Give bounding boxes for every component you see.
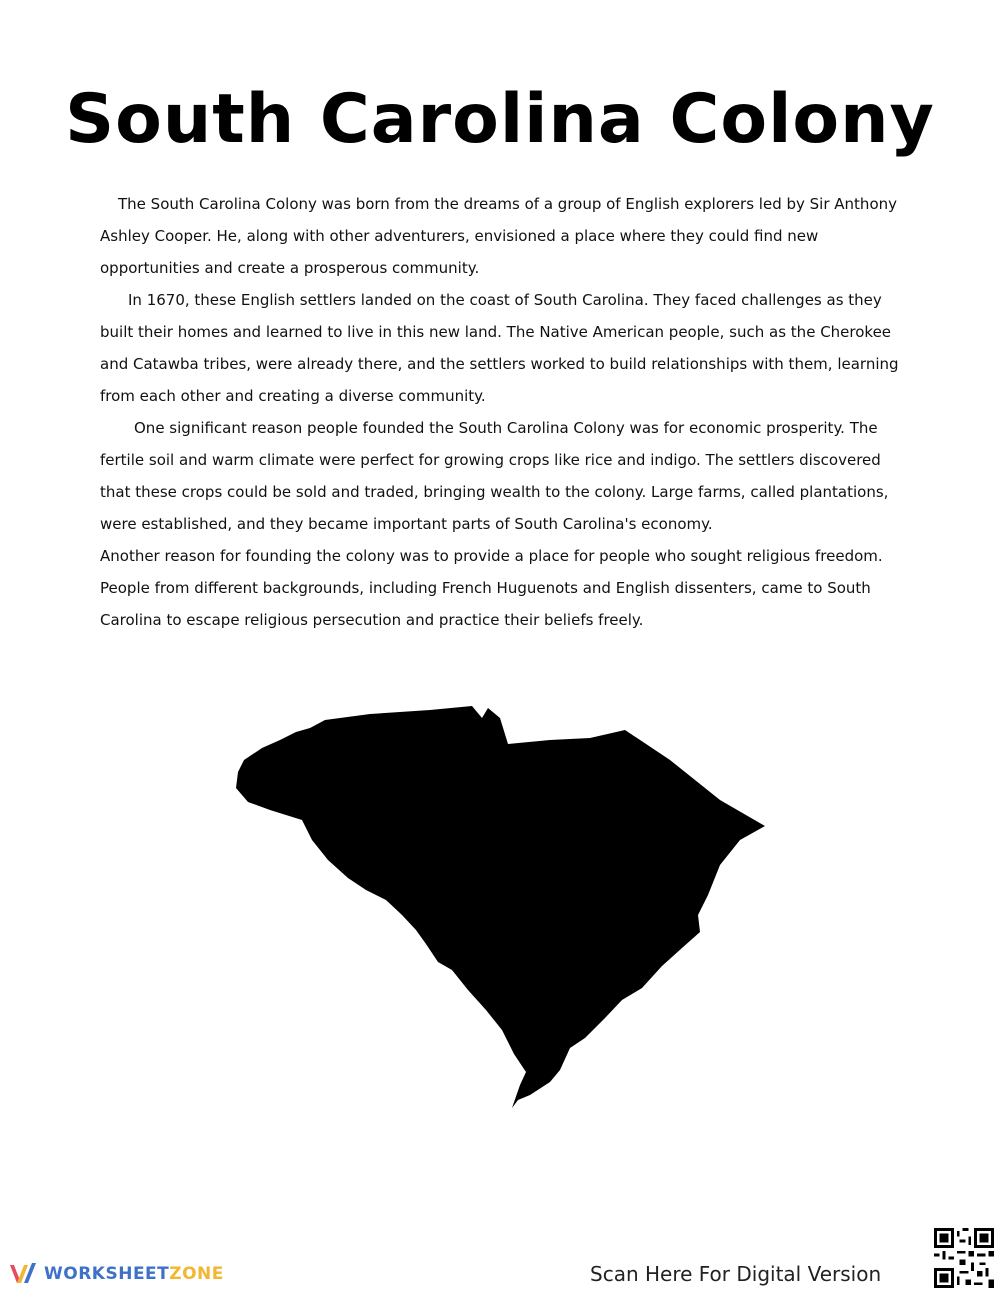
logo-text-zone: ZONE [169, 1264, 224, 1284]
paragraph-2: In 1670, these English settlers landed on the coast of South Carolina. They faced challenges as they built their homes and learned to live in this new land. The Native American people, such as the Cherokee and Catawba tribes, were already there, and the settlers worked to build relationships with them, learning from each other and creating a diverse community. [100, 291, 899, 405]
paragraph-4: Another reason for founding the colony was to provide a place for people who sought religious freedom. People from different backgrounds, including French Huguenots and English dissenters, came to South Carolina to escape religious persecution and practice their beliefs freely. [100, 547, 883, 629]
scan-caption: Scan Here For Digital Version [590, 1262, 882, 1286]
qr-code-icon[interactable] [934, 1228, 994, 1288]
paragraph-3: One significant reason people founded the South Carolina Colony was for economic prosperity. The fertile soil and warm climate were perfect for growing crops like rice and indigo. The settlers discovered that these crops could be sold and traded, bringing wealth to the colony. Large farms, called plantations, were established, and they became important parts of South Carolina's economy. [100, 419, 889, 533]
south-carolina-map [230, 700, 770, 1110]
worksheet-zone-logo-icon [8, 1261, 38, 1287]
page-title: South Carolina Colony [65, 80, 935, 159]
article-body [100, 188, 900, 636]
paragraph-1: The South Carolina Colony was born from the dreams of a group of English explorers led by Sir Anthony Ashley Cooper. He, along with other adventurers, envisioned a place where they could find new opportunities and create a prosperous community. [100, 195, 898, 277]
logo-text-worksheet: WORKSHEET [44, 1264, 170, 1284]
worksheet-zone-logo [8, 1258, 224, 1290]
